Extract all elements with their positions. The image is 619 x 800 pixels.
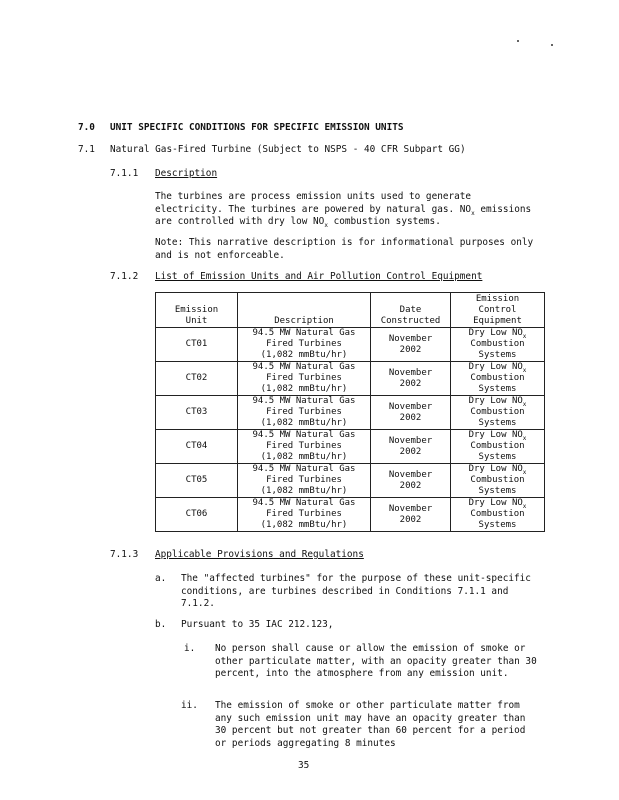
description-cell: 94.5 MW Natural Gas Fired Turbines (1,082 mmBtu/hr): [238, 464, 371, 498]
description-cell: 94.5 MW Natural Gas Fired Turbines (1,082 mmBtu/hr): [238, 498, 371, 532]
item-b-text: Pursuant to 35 IAC 212.123,: [181, 619, 334, 630]
description-cell: 94.5 MW Natural Gas Fired Turbines (1,082 mmBtu/hr): [238, 396, 371, 430]
item-a-label: a.: [155, 573, 167, 584]
table-row: [156, 464, 545, 498]
col-header-unit: Emission Unit: [156, 293, 238, 328]
list-heading: List of Emission Units and Air Pollution Control Equipment: [155, 271, 483, 282]
table-row: [156, 328, 545, 362]
date-cell: November 2002: [371, 328, 451, 362]
unit-cell: CT06: [156, 498, 238, 532]
description-number: 7.1.1: [110, 168, 139, 179]
table-row: [156, 498, 545, 532]
item-i-text: No person shall cause or allow the emission of smoke or other particulate matter, with an opacity greater than 30 percent, into the atmosphere from any emission unit.: [215, 643, 537, 679]
item-i-label: i.: [184, 643, 196, 654]
unit-cell: CT05: [156, 464, 238, 498]
date-cell: November 2002: [371, 498, 451, 532]
table-row: [156, 430, 545, 464]
control-cell: Dry Low $NO_x$ Combustion Systems: [451, 328, 545, 362]
control-cell: Dry Low $NO_x$ Combustion Systems: [451, 396, 545, 430]
date-cell: November 2002: [371, 362, 451, 396]
unit-cell: CT01: [156, 328, 238, 362]
item-a-text: The "affected turbines" for the purpose of these unit-specific conditions, are turbines described in Conditions 7.1.1 and 7.1.2.: [181, 573, 531, 609]
scan-speck: [551, 44, 553, 46]
date-cell: November 2002: [371, 464, 451, 498]
section-number: 7.0: [78, 122, 95, 133]
description-text: The turbines are process emission units used to generate electricity. The turbines are powered by natural gas. $NO_x$ emissions are controlled with dry low $NO_x$ combustion systems.: [155, 191, 532, 229]
table-row: [156, 362, 545, 396]
item-ii-text: The emission of smoke or other particulate matter from any such emission unit may have an opacity greater than 30 percent but not greater than 60 percent for a period or periods aggregating 8 minutes: [215, 700, 526, 749]
control-cell: Dry Low $NO_x$ Combustion Systems: [451, 362, 545, 396]
section-title: UNIT SPECIFIC CONDITIONS FOR SPECIFIC EMISSION UNITS: [110, 122, 404, 133]
list-number: 7.1.2: [110, 271, 139, 282]
col-header-control: Emission Control Equipment: [451, 293, 545, 328]
page-number: 35: [298, 760, 310, 771]
description-heading: Description: [155, 168, 218, 179]
date-cell: November 2002: [371, 430, 451, 464]
description-cell: 94.5 MW Natural Gas Fired Turbines (1,082 mmBtu/hr): [238, 362, 371, 396]
emission-units-table: [155, 292, 545, 532]
control-cell: Dry Low $NO_x$ Combustion Systems: [451, 464, 545, 498]
subsection-title: Natural Gas-Fired Turbine (Subject to NSPS - 40 CFR Subpart GG): [110, 144, 466, 155]
table-header-row: [156, 293, 545, 328]
date-cell: November 2002: [371, 396, 451, 430]
control-cell: Dry Low $NO_x$ Combustion Systems: [451, 430, 545, 464]
provisions-heading: Applicable Provisions and Regulations: [155, 549, 364, 560]
provisions-number: 7.1.3: [110, 549, 139, 560]
subsection-number: 7.1: [78, 144, 95, 155]
description-note: Note: This narrative description is for informational purposes only and is not enforceable.: [155, 237, 534, 261]
col-header-description: Description: [238, 293, 371, 328]
description-cell: 94.5 MW Natural Gas Fired Turbines (1,082 mmBtu/hr): [238, 328, 371, 362]
scan-speck: [517, 40, 519, 42]
description-cell: 94.5 MW Natural Gas Fired Turbines (1,082 mmBtu/hr): [238, 430, 371, 464]
col-header-date: Date Constructed: [371, 293, 451, 328]
item-ii-label: ii.: [181, 700, 198, 711]
unit-cell: CT02: [156, 362, 238, 396]
unit-cell: CT04: [156, 430, 238, 464]
table-row: [156, 396, 545, 430]
item-b-label: b.: [155, 619, 167, 630]
control-cell: Dry Low $NO_x$ Combustion Systems: [451, 498, 545, 532]
unit-cell: CT03: [156, 396, 238, 430]
